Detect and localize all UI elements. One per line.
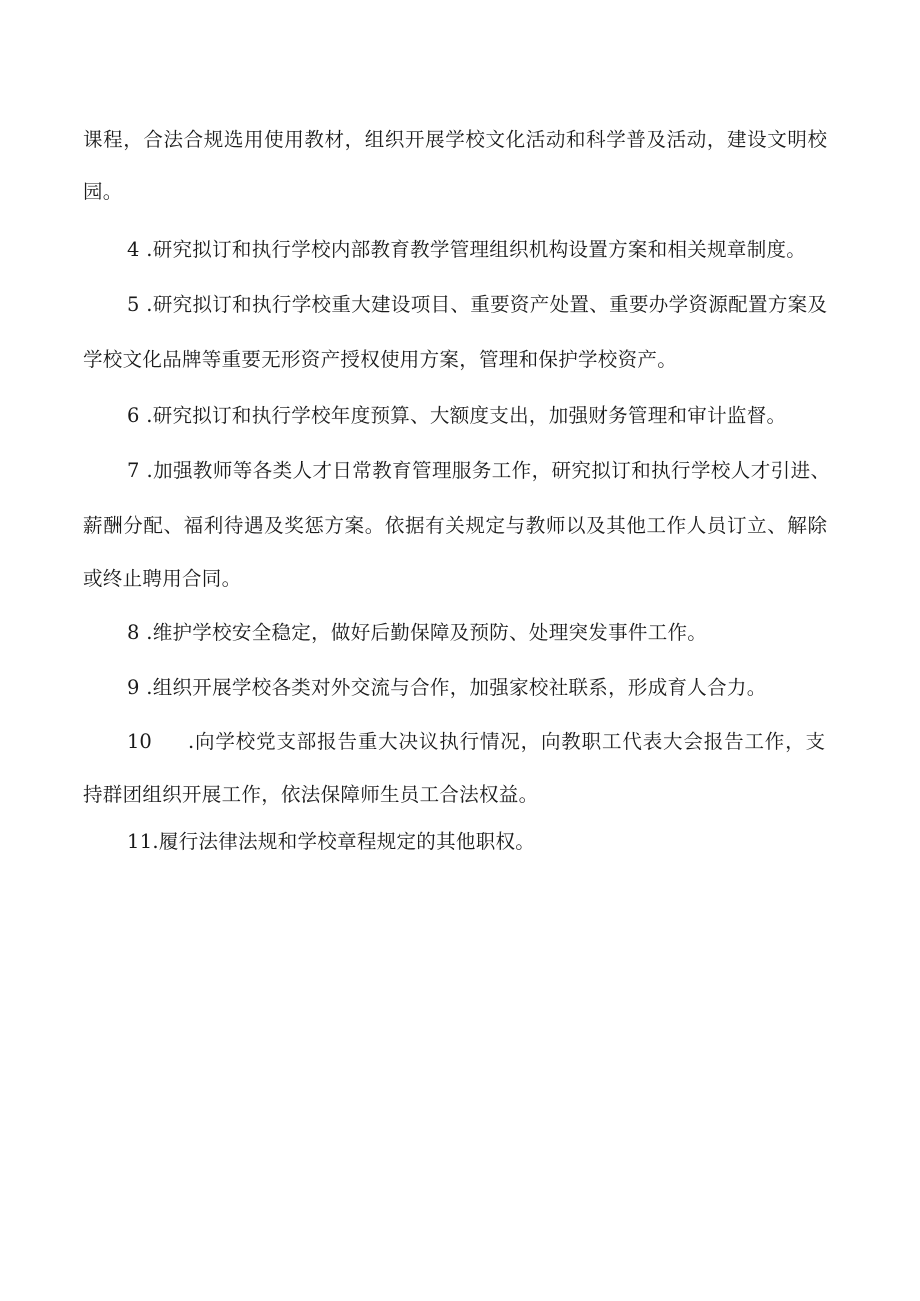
paragraph-line [83, 565, 241, 593]
line-text: 9 .组织开展学校各类对外交流与合作，加强家校社联系，形成育人合力。 [127, 676, 767, 699]
line-text: 11.履行法律法规和学校章程规定的其他职权。 [127, 830, 536, 853]
paragraph-line [83, 346, 677, 374]
line-text: 6 .研究拟订和执行学校年度预算、大额度支出，加强财务管理和审计监督。 [127, 404, 787, 427]
item-number: 10 [127, 730, 152, 753]
line-text: 课程，合法合规选用使用教材，组织开展学校文化活动和科学普及活动，建设文明校 [83, 128, 828, 151]
paragraph-line [127, 291, 827, 319]
line-text: 薪酬分配、福利待遇及奖惩方案。依据有关规定与教师以及其他工作人员订立、解除 [83, 514, 828, 537]
line-text: 园。 [83, 180, 123, 203]
line-text: 4 .研究拟订和执行学校内部教育教学管理组织机构设置方案和相关规章制度。 [127, 238, 807, 261]
paragraph-line [188, 728, 825, 756]
line-text: 持群团组织开展工作，依法保障师生员工合法权益。 [83, 783, 539, 806]
paragraph-line [83, 126, 827, 154]
line-text: 或终止聘用合同。 [83, 567, 242, 590]
paragraph-line [127, 828, 535, 856]
paragraph-line [127, 674, 767, 702]
line-text: .向学校党支部报告重大决议执行情况，向教职工代表大会报告工作，支 [188, 730, 826, 753]
line-text: 8 .维护学校安全稳定，做好后勤保障及预防、处理突发事件工作。 [127, 621, 708, 644]
paragraph-line [127, 236, 806, 264]
line-text: 7 .加强教师等各类人才日常教育管理服务工作，研究拟订和执行学校人才引进、 [127, 459, 831, 482]
paragraph-line [127, 457, 830, 485]
line-text: 5 .研究拟订和执行学校重大建设项目、重要资产处置、重要办学资源配置方案及 [127, 293, 828, 316]
line-text: 学校文化品牌等重要无形资产授权使用方案，管理和保护学校资产。 [83, 348, 678, 371]
paragraph-line [83, 512, 827, 540]
paragraph-line [83, 178, 123, 206]
paragraph-line [127, 402, 786, 430]
paragraph-line [127, 619, 707, 647]
paragraph-line [83, 781, 538, 809]
